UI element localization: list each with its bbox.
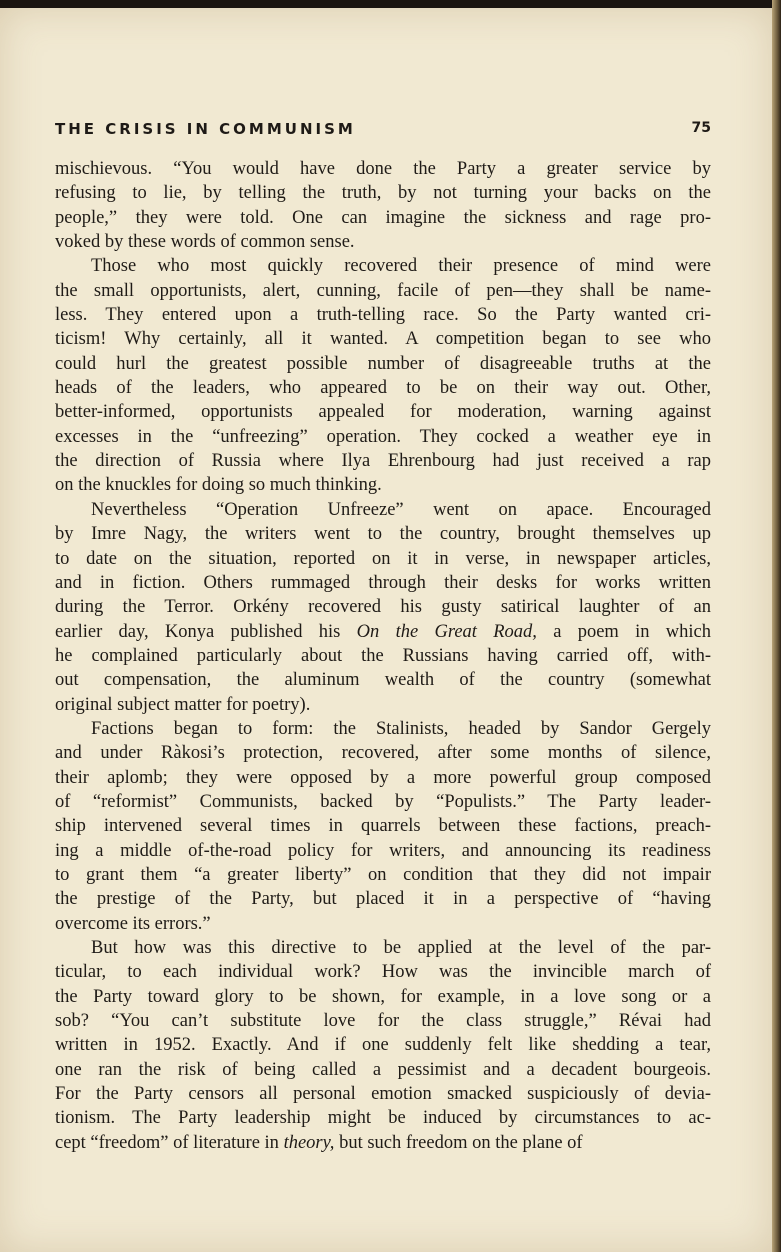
text-line	[55, 790, 711, 814]
text-segment: less. They entered upon a truth-telling race. So the Party wanted cri-	[55, 305, 711, 326]
text-line	[55, 693, 711, 717]
text-segment: ticism! Why certainly, all it wanted. A competition began to see who	[55, 329, 711, 350]
body-text	[55, 157, 711, 1155]
text-line	[55, 230, 711, 254]
page-header	[55, 120, 711, 142]
text-segment: and under Ràkosi’s protection, recovered, after some months of silence,	[55, 743, 711, 764]
text-line	[55, 620, 711, 644]
text-segment: by Imre Nagy, the writers went to the country, brought themselves up	[55, 524, 711, 545]
text-segment: the prestige of the Party, but placed it in a perspective of “having	[55, 889, 711, 910]
text-line	[55, 863, 711, 887]
text-line	[55, 254, 711, 278]
running-head: THE CRISIS IN COMMUNISM	[55, 120, 356, 138]
text-segment: overcome its errors.”	[55, 913, 211, 934]
text-line	[55, 1106, 711, 1130]
text-segment: and in fiction. Others rummaged through their desks for works written	[55, 572, 711, 593]
text-line	[55, 1058, 711, 1082]
text-segment: to grant them “a greater liberty” on condition that they did not impair	[55, 864, 711, 885]
text-segment: to date on the situation, reported on it in verse, in newspaper articles,	[55, 548, 711, 569]
text-line	[55, 766, 711, 790]
text-line	[55, 522, 711, 546]
text-segment: cept “freedom” of literature in	[55, 1132, 284, 1153]
text-segment: ship intervened several times in quarrels between these factions, preach-	[55, 816, 711, 837]
text-segment: Factions began to form: the Stalinists, headed by Sandor Gergely	[91, 718, 711, 739]
text-segment: during the Terror. Orkény recovered his gusty satirical laughter of an	[55, 597, 711, 618]
text-line	[55, 449, 711, 473]
text-segment: Nevertheless “Operation Unfreeze” went on apace. Encouraged	[91, 499, 711, 520]
text-segment: on the knuckles for doing so much thinking.	[55, 475, 382, 496]
text-line	[55, 717, 711, 741]
text-segment: excesses in the “unfreezing” operation. They cocked a weather eye in	[55, 426, 711, 447]
text-segment: heads of the leaders, who appeared to be on their way out. Other,	[55, 378, 711, 399]
text-line	[55, 181, 711, 205]
text-segment: ticular, to each individual work? How was the invincible march of	[55, 962, 711, 983]
italic-text: theory,	[283, 1132, 335, 1153]
text-segment: a poem in which	[536, 621, 711, 642]
text-segment: earlier day, Konya published his	[55, 621, 357, 642]
text-line	[55, 206, 711, 230]
text-line	[55, 644, 711, 668]
text-segment: tionism. The Party leadership might be induced by circumstances to ac-	[55, 1108, 711, 1129]
text-segment: mischievous. “You would have done the Party a greater service by	[55, 159, 711, 179]
text-segment: the direction of Russia where Ilya Ehrenbourg had just received a rap	[55, 451, 711, 472]
text-line	[55, 936, 711, 960]
text-line	[55, 157, 711, 181]
text-line	[55, 595, 711, 619]
text-line	[55, 1009, 711, 1033]
text-line	[55, 668, 711, 692]
text-segment: the small opportunists, alert, cunning, facile of pen—they shall be name-	[55, 280, 711, 301]
text-segment: written in 1952. Exactly. And if one suddenly felt like shedding a tear,	[55, 1035, 711, 1056]
text-line	[55, 352, 711, 376]
text-segment: could hurl the greatest possible number of disagreeable truths at the	[55, 353, 711, 374]
text-segment: But how was this directive to be applied at the level of the par-	[91, 938, 711, 958]
text-segment: original subject matter for poetry).	[55, 694, 311, 715]
text-line	[55, 571, 711, 595]
text-line	[55, 960, 711, 984]
text-segment: voked by these words of common sense.	[55, 232, 355, 253]
text-segment: For the Party censors all personal emotion smacked suspiciously of devia-	[55, 1084, 711, 1105]
text-segment: one ran the risk of being called a pessimist and a decadent bourgeois.	[55, 1059, 711, 1080]
text-line	[55, 473, 711, 497]
text-segment: their aplomb; they were opposed by a more powerful group composed	[55, 767, 711, 788]
text-line	[55, 1082, 711, 1106]
text-segment: refusing to lie, by telling the truth, by not turning your backs on the	[55, 183, 711, 204]
text-line	[55, 1131, 711, 1155]
text-segment: he complained particularly about the Russians having carried off, with-	[55, 645, 711, 666]
text-segment: ing a middle of-the-road policy for writers, and announcing its readiness	[55, 840, 711, 861]
text-line	[55, 887, 711, 911]
text-segment: but such freedom on the plane of	[334, 1132, 583, 1153]
text-segment: people,” they were told. One can imagine the sickness and rage pro-	[55, 207, 711, 228]
text-line	[55, 498, 711, 522]
text-segment: the Party toward glory to be shown, for example, in a love song or a	[55, 986, 711, 1007]
text-line	[55, 912, 711, 936]
text-segment: better-informed, opportunists appealed for moderation, warning against	[55, 402, 711, 423]
text-line	[55, 303, 711, 327]
text-line	[55, 376, 711, 400]
text-line	[55, 741, 711, 765]
italic-text: On the Great Road,	[356, 621, 537, 642]
text-line	[55, 985, 711, 1009]
text-segment: Those who most quickly recovered their presence of mind were	[91, 256, 711, 277]
text-line	[55, 425, 711, 449]
text-line	[55, 547, 711, 571]
text-line	[55, 327, 711, 351]
text-line	[55, 279, 711, 303]
book-spine-edge	[772, 0, 781, 1252]
text-line	[55, 400, 711, 424]
text-line	[55, 814, 711, 838]
text-line	[55, 839, 711, 863]
book-page	[0, 8, 772, 1252]
page-number: 75	[691, 120, 711, 136]
text-segment: sob? “You can’t substitute love for the class struggle,” Révai had	[55, 1011, 711, 1032]
text-line	[55, 1033, 711, 1057]
text-segment: of “reformist” Communists, backed by “Populists.” The Party leader-	[55, 791, 711, 812]
text-segment: out compensation, the aluminum wealth of the country (somewhat	[55, 670, 711, 691]
